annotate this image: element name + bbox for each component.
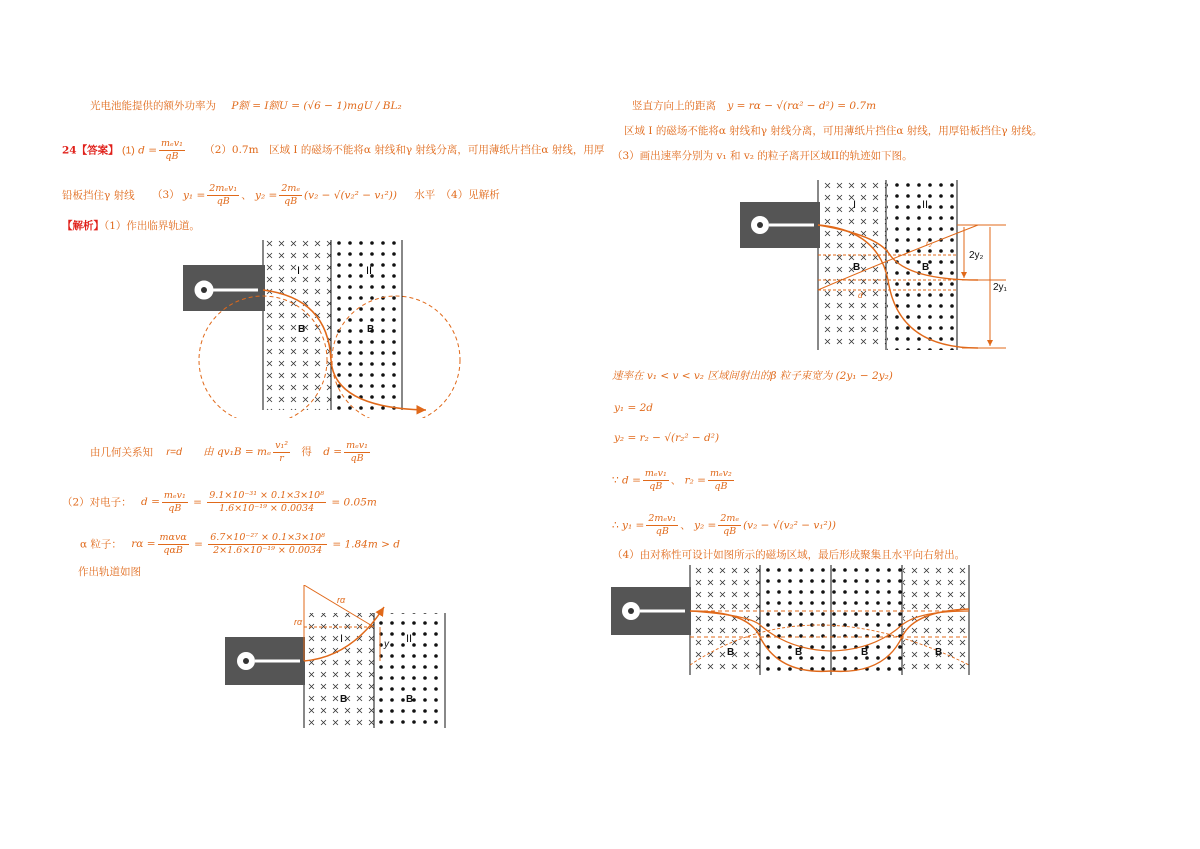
alpha-f2-den: 2×1.6×10⁻¹⁹ × 0.0034	[213, 544, 323, 556]
q3-y2-tail: (v₂ − √(v₂² − v₁²))	[304, 189, 397, 202]
q3-y2-lhs: y₂ =	[255, 189, 278, 202]
design-region-3	[832, 565, 902, 675]
d-num: mₑv₁	[346, 440, 368, 451]
because-r2-num: mₑv₂	[709, 468, 732, 479]
alpha-fraction-1	[158, 532, 189, 557]
alpha-f1-num: mαvα	[159, 532, 187, 543]
q3-y2-den: qB	[284, 195, 298, 207]
electron-f1-num: mₑv₁	[163, 490, 186, 501]
design-region-4	[903, 565, 969, 675]
electron-f2-den: 1.6×10⁻¹⁹ × 0.0034	[219, 502, 315, 514]
force-eq-text: 由 qv₁B = mₑ	[203, 446, 272, 459]
vertical-distance-text: 竖直方向上的距离	[632, 100, 716, 112]
q3-y1-fraction	[207, 183, 239, 208]
therefore-y2-num: 2mₑ	[720, 513, 740, 524]
q3-region-1-field	[818, 180, 886, 350]
d-label: d	[858, 291, 863, 300]
therefore-text: 得	[301, 446, 312, 459]
q3-y2-fraction	[279, 183, 302, 208]
two-y1-label: 2y₁	[993, 282, 1007, 293]
focusing-design-diagram	[609, 565, 971, 677]
force-den: r	[279, 452, 284, 464]
because-d-fraction	[643, 468, 669, 493]
design-field-label-1: B	[727, 647, 735, 658]
electron-fraction-2	[207, 490, 326, 515]
region-1-label: I	[297, 265, 301, 277]
alpha-source-center	[243, 658, 249, 664]
extra-power-formula: P额 = I额U = (√6 − 1)mgU / BL₂	[231, 100, 402, 112]
q3-region-2-label: II	[922, 199, 929, 211]
y-label: y	[384, 639, 389, 650]
beam-width-text: 速率在 v₁ < v < v₂ 区域间射出的β 粒子束宽为 (2y₁ − 2y₂)	[612, 370, 893, 382]
y1-equation: y₁ = 2d	[614, 402, 654, 414]
design-field-label-2: B	[795, 647, 803, 658]
v1-v2-trajectory-diagram	[738, 180, 1018, 352]
alpha-region-2-label: II	[406, 633, 413, 645]
alpha-label: α 粒子：	[80, 538, 122, 551]
field-label-1: B	[298, 324, 306, 335]
alpha-result: = 1.84m > d	[332, 538, 401, 551]
q4-text: （4）由对称性可设计如图所示的磁场区域，最后形成聚集且水平向右射出。	[612, 549, 966, 561]
y2-equation: y₂ = r₂ − √(r₂² − d²)	[614, 432, 720, 444]
because-d-lhs: d =	[622, 474, 641, 487]
design-region-2	[761, 565, 831, 675]
q1-num: mₑv₁	[161, 138, 183, 149]
because-r2-fraction	[708, 468, 734, 493]
design-field-label-4: B	[935, 647, 943, 658]
d-den: qB	[350, 452, 364, 464]
because-symbol: ∵	[612, 474, 619, 487]
alpha-trajectory-diagram	[222, 585, 472, 730]
q1-lhs: d =	[138, 144, 158, 157]
therefore-y2-lhs: y₂ =	[694, 519, 717, 532]
alpha-f2-num: 6.7×10⁻²⁷ × 0.1×3×10⁸	[210, 532, 325, 543]
alpha-field-label-2: B	[406, 694, 414, 705]
therefore-line: ∴ y₁ = $\frac{\text{2mₑv₁}}{qB}$ 、 y₂ = $\frac{\text{2mₑ}}{qB}$ (v₂ − √(v₂² − v₁²))	[612, 513, 836, 537]
alpha-region-2-field	[375, 613, 445, 728]
because-r2-lhs: r₂ =	[684, 474, 706, 487]
extra-power-line	[90, 100, 402, 113]
electron-label: （2）对电子：	[62, 496, 132, 509]
two-y2-label: 2y₂	[969, 250, 984, 261]
q2-answer-cont: 铅板挡住γ 射线	[62, 189, 135, 202]
r2-label: r₂	[926, 239, 932, 248]
electron-f2-num: 9.1×10⁻³¹ × 0.1×3×10⁸	[209, 490, 325, 501]
r-alpha-label-left: rα	[294, 617, 303, 627]
design-field-label-3: B	[861, 647, 869, 658]
answer-line-2: 铅板挡住γ 射线 （3） y₁ = $\frac{\text{2mₑv₁}}{qB}$ 、 y₂ = $\frac{\text{2mₑ}}{qB}$ (v₂ − √(v₂² − v₁²)) 水平 （4）见解析	[62, 183, 500, 207]
design-source-center	[628, 608, 634, 614]
therefore-y2-tail: (v₂ − √(v₂² − v₁²))	[743, 519, 836, 532]
because-r2-den: qB	[714, 480, 728, 492]
q3-label: （3）	[151, 189, 180, 202]
q3-field-label-2: B	[922, 262, 930, 273]
r-alpha-label-top: rα	[337, 595, 346, 605]
alpha-lhs: rα =	[131, 538, 156, 551]
electron-line: （2）对电子： d = $\frac{\text{mₑv₁}}{qB}$ = $\frac{\text{9.1×10⁻³¹ × 0.1×3×10⁸}}{\text{1.6×10⁻¹⁹ × 0.0034}}$ = 0.05m	[62, 490, 377, 514]
alpha-region-1-field	[304, 613, 374, 728]
force-num: v₁²	[275, 440, 289, 451]
because-d-den: qB	[649, 480, 663, 492]
geometry-text: 由几何关系知	[90, 446, 153, 459]
analysis-line	[62, 220, 200, 233]
answer-line-1	[62, 138, 604, 163]
analysis-text: （1）作出临界轨道。	[104, 220, 200, 232]
electron-fraction-1	[162, 490, 188, 515]
force-fraction	[273, 440, 290, 465]
d-lhs: d =	[323, 446, 343, 459]
vertical-distance-line	[632, 100, 876, 113]
alpha-f1-den: qαB	[163, 544, 183, 556]
vertical-distance-formula: y = rα − √(rα² − d²) = 0.7m	[727, 100, 877, 112]
alpha-field-label-1: B	[340, 694, 348, 705]
therefore-y1-fraction	[646, 513, 678, 538]
therefore-y1-den: qB	[655, 525, 669, 537]
q3-region-1-label: I	[853, 199, 857, 211]
therefore-y1-lhs: y₁ =	[622, 519, 645, 532]
region-2-label: II	[366, 265, 373, 277]
q2-answer-text: （2）0.7m 区域 I 的磁场不能将α 射线和γ 射线分离，可用薄纸片挡住α 射线，用厚	[204, 144, 605, 157]
therefore-y2-fraction	[718, 513, 741, 538]
critical-trajectory-diagram	[180, 238, 470, 418]
alpha-fraction-2	[208, 532, 327, 557]
q3-trajectory-text: （3）画出速率分别为 v₁ 和 v₂ 的粒子离开区域II的轨迹如下图。	[612, 150, 913, 162]
q3-y1-num: 2mₑv₁	[209, 183, 238, 194]
region-1-explanation: 区域 I 的磁场不能将α 射线和γ 射线分离，可用薄纸片挡住α 射线，用厚铅板挡住γ 射线。	[624, 125, 1043, 137]
q1-fraction	[159, 138, 185, 163]
r-equals-d: r=d	[166, 446, 182, 459]
answer-tag: 【答案】	[76, 144, 119, 157]
therefore-y1-num: 2mₑv₁	[648, 513, 677, 524]
alpha-line: α 粒子： rα = $\frac{\text{mαvα}}{\text{qαB}}$ = $\frac{\text{6.7×10⁻²⁷ × 0.1×3×10⁸}}{\text{2×1.6×10⁻¹⁹ × 0.0034}}$ = 1.84m > d	[80, 532, 401, 556]
therefore-symbol: ∴	[612, 519, 619, 532]
because-line: ∵ d = $\frac{\text{mₑv₁}}{qB}$ 、 r₂ = $\frac{\text{mₑv₂}}{qB}$	[612, 468, 732, 492]
q1-label: (1)	[121, 144, 135, 157]
electron-result: = 0.05m	[331, 496, 377, 509]
electron-lhs: d =	[141, 496, 160, 509]
analysis-tag: 【解析】	[62, 220, 104, 232]
source-center	[201, 287, 207, 293]
therefore-y2-den: qB	[723, 525, 737, 537]
q3-y1-lhs: y₁ =	[183, 189, 206, 202]
geometry-line	[90, 440, 372, 465]
because-d-num: mₑv₁	[644, 468, 667, 479]
q3-end-text: 水平 （4）见解析	[414, 189, 500, 202]
q3-y1-den: qB	[216, 195, 230, 207]
electron-f1-den: qB	[168, 502, 182, 514]
q1-den: qB	[165, 150, 179, 162]
extra-power-text: 光电池能提供的额外功率为	[90, 100, 216, 112]
q3-y2-num: 2mₑ	[281, 183, 301, 194]
d-fraction	[344, 440, 370, 465]
field-label-2: B	[367, 324, 375, 335]
alpha-region-1-label: I	[340, 633, 344, 645]
draw-trajectory-text: 作出轨道如图	[78, 566, 141, 578]
q3-field-label-1: B	[853, 262, 861, 273]
question-number: 24	[62, 144, 77, 157]
q3-source-center	[757, 222, 763, 228]
